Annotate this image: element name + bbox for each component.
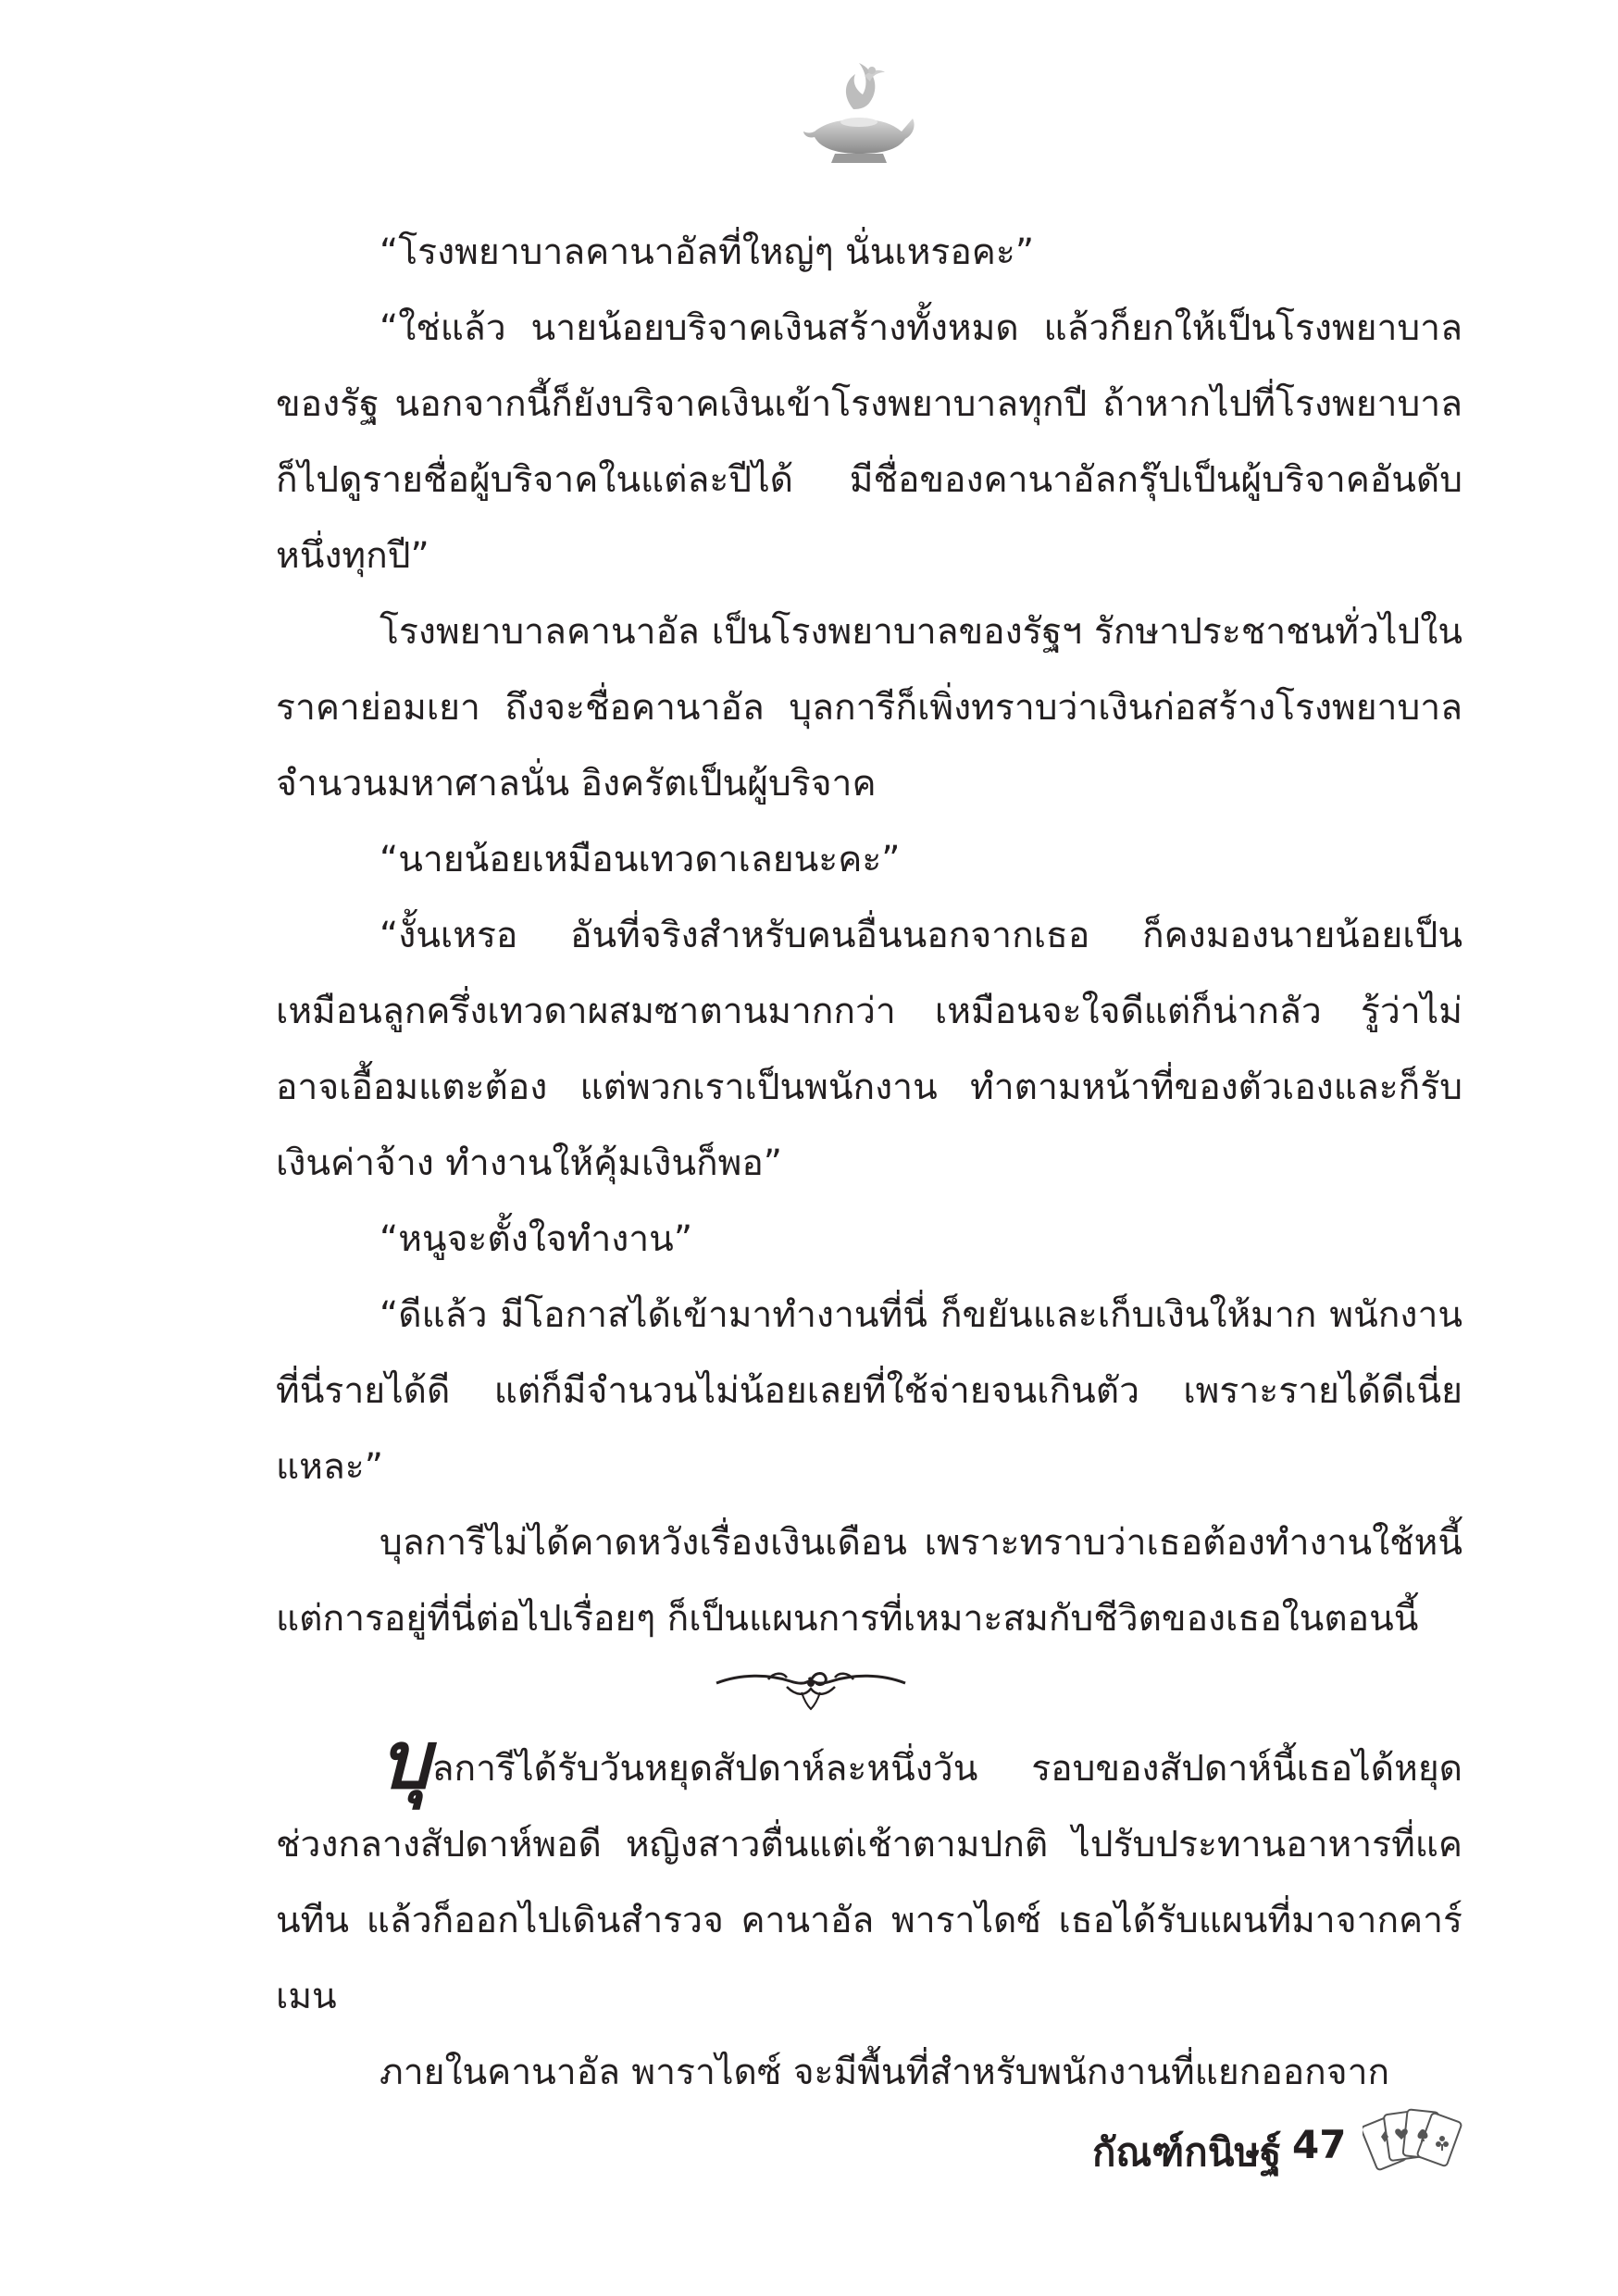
genie-lamp-icon [798,54,918,172]
dropcap: บุ [380,1715,430,1807]
paragraph: “ดีแล้ว มีโอกาสได้เข้ามาทำงานที่นี่ ก็ขยันและเก็บเงินให้มาก พนักงานที่นี่รายได้ดี แต่ก็มีจำนวนไม่น้อยเลยที่ใช้จ่ายจนเกินตัว เพราะรายได้ดีเนี่ยแหละ” [276,1294,1462,1488]
scroll-ornament-icon [713,1655,909,1713]
paragraph: “งั้นเหรอ อันที่จริงสำหรับคนอื่นนอกจากเธอ ก็คงมองนายน้อยเป็นเหมือนลูกครึ่งเทวดาผสมซาตานมากกว่า เหมือนจะใจดีแต่ก็น่ากลัว รู้ว่าไม่อาจเอื้อมแตะต้อง แต่พวกเราเป็นพนักงาน ทำตามหน้าที่ของตัวเองและก็รับเงินค่าจ้าง ทำงานให้คุ้มเงินก็พอ” [276,915,1462,1184]
paragraph-with-dropcap [276,1715,1462,2035]
paragraph: โรงพยาบาลคานาอัล เป็นโรงพยาบาลของรัฐฯ รักษาประชาชนทั่วไปในราคาย่อมเยา ถึงจะชื่อคานาอัล บุลการีก็เพิ่งทราบว่าเงินก่อสร้างโรงพยาบาลจำนวนมหาศาลนั่น อิงครัตเป็นผู้บริจาค [276,611,1462,805]
paragraph: “ใช่แล้ว นายน้อยบริจาคเงินสร้างทั้งหมด แล้วก็ยกให้เป็นโรงพยาบาลของรัฐ นอกจากนี้ก็ยังบริจาคเงินเข้าโรงพยาบาลทุกปี ถ้าหากไปที่โรงพยาบาลก็ไปดูรายชื่อผู้บริจาคในแต่ละปีได้ มีชื่อของคานาอัลกรุ๊ปเป็นผู้บริจาคอันดับหนึ่งทุกปี” [276,307,1462,577]
page-number: 47 [1292,2122,1347,2167]
book-title: กัณฑ์กนิษฐ์ [1092,2129,1282,2175]
paragraph: “นายน้อยเหมือนเทวดาเลยนะคะ” [380,839,901,880]
story-text-part1 [276,215,1462,1657]
page-footer [1092,2103,1481,2187]
story-text-part2 [276,1715,1462,2111]
paragraph: ภายในคานาอัล พาราไดซ์ จะมีพื้นที่สำหรับพนักงานที่แยกออกจาก [380,2052,1390,2093]
paragraph: “โรงพยาบาลคานาอัลที่ใหญ่ๆ นั่นเหรอคะ” [380,231,1035,273]
playing-cards-icon [1363,2103,1472,2179]
paragraph-text: ลการีได้รับวันหยุดสัปดาห์ละหนึ่งวัน รอบของสัปดาห์นี้เธอได้หยุดช่วงกลางสัปดาห์พอดี หญิงสาวตื่นแต่เช้าตามปกติ ไปรับประทานอาหารที่แคนทีน แล้วก็ออกไปเดินสำรวจ คานาอัล พาราไดซ์ เธอได้รับแผนที่มาจากคาร์เมน [276,1748,1462,2017]
paragraph: “หนูจะตั้งใจทำงาน” [380,1218,693,1260]
paragraph: บุลการีไม่ได้คาดหวังเรื่องเงินเดือน เพราะทราบว่าเธอต้องทำงานใช้หนี้ แต่การอยู่ที่นี่ต่อไปเรื่อยๆ ก็เป็นแผนการที่เหมาะสมกับชีวิตของเธอในตอนนี้ [276,1522,1462,1640]
